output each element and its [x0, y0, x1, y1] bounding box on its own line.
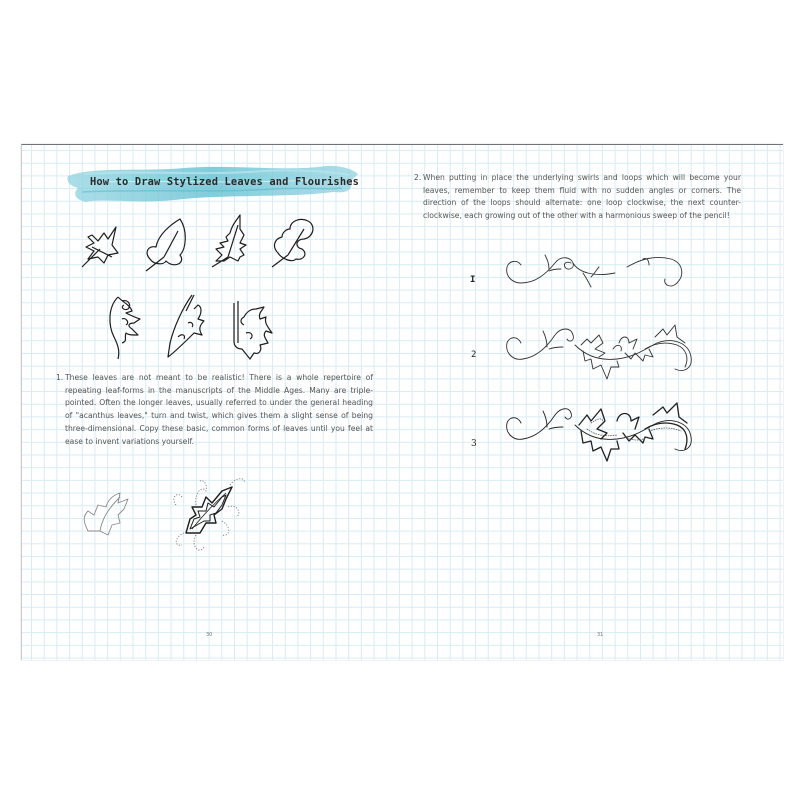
- paragraph-number: 2.: [414, 173, 422, 182]
- slender-curved-leaf-icon: [168, 295, 204, 357]
- leaf-examples-row-2: [104, 293, 284, 367]
- paragraph-text: When putting in place the underlying swirls and loops which will become your leaves, remember to keep them fluid with no sudden angles or corners. The direction of the loops should alternate: one loop clockwise, the next counter-clockwise, each growing out of the other with a harmonious sweep of the pencil!: [423, 173, 741, 221]
- right-page: [403, 145, 783, 660]
- step-1-swirls: [495, 253, 695, 297]
- page-number-left: 30: [206, 632, 213, 638]
- step-2-leaves: [495, 321, 700, 389]
- curled-acanthus-leaf-icon: [110, 297, 140, 359]
- step-label-2: 2: [471, 350, 477, 360]
- step-label-3: 3: [471, 439, 477, 449]
- folded-acanthus-leaf-icon: [234, 301, 272, 359]
- page-title: How to Draw Stylized Leaves and Flourishes: [90, 176, 360, 188]
- cloud-lobed-leaf-icon: [272, 219, 313, 267]
- flourish-with-leaves-icon: [507, 325, 692, 379]
- page-number-right: 31: [597, 632, 604, 638]
- title-banner: [64, 162, 360, 202]
- step-3-finished-flourish: [495, 399, 700, 469]
- finished-flourish-icon: [507, 403, 692, 461]
- bottom-leaf-illustrations: [78, 463, 268, 561]
- leaf-examples-row-1: [78, 211, 328, 277]
- rounded-lobed-leaf-icon: [146, 219, 185, 271]
- jagged-pointed-leaf-icon: [212, 215, 246, 267]
- step-label-1: I: [470, 275, 476, 285]
- left-page: [22, 145, 403, 660]
- paragraph-text: These leaves are not meant to be realistic! There is a whole repertoire of repeating leaf-forms in the manuscripts of the Middle Ages. Many are triple-pointed. Often the longer leaves, usually referred to under the general heading of "acanthus leaves," turn and twist, which gives them a slight sense of being three-dimensional. Copy these basic, common forms of leaves until you feel at ease to invent variations yourself.: [65, 373, 373, 446]
- paragraph-number: 1.: [56, 373, 64, 382]
- sketched-leaf-outline-icon: [84, 493, 128, 535]
- inked-leaf-with-dotted-swirls-icon: [174, 479, 244, 550]
- ivy-leaf-icon: [82, 227, 118, 267]
- book-spread: [21, 144, 783, 660]
- instruction-paragraph-2: [414, 172, 741, 223]
- instruction-paragraph-1: [56, 372, 373, 448]
- swirl-loops-icon: [507, 255, 682, 287]
